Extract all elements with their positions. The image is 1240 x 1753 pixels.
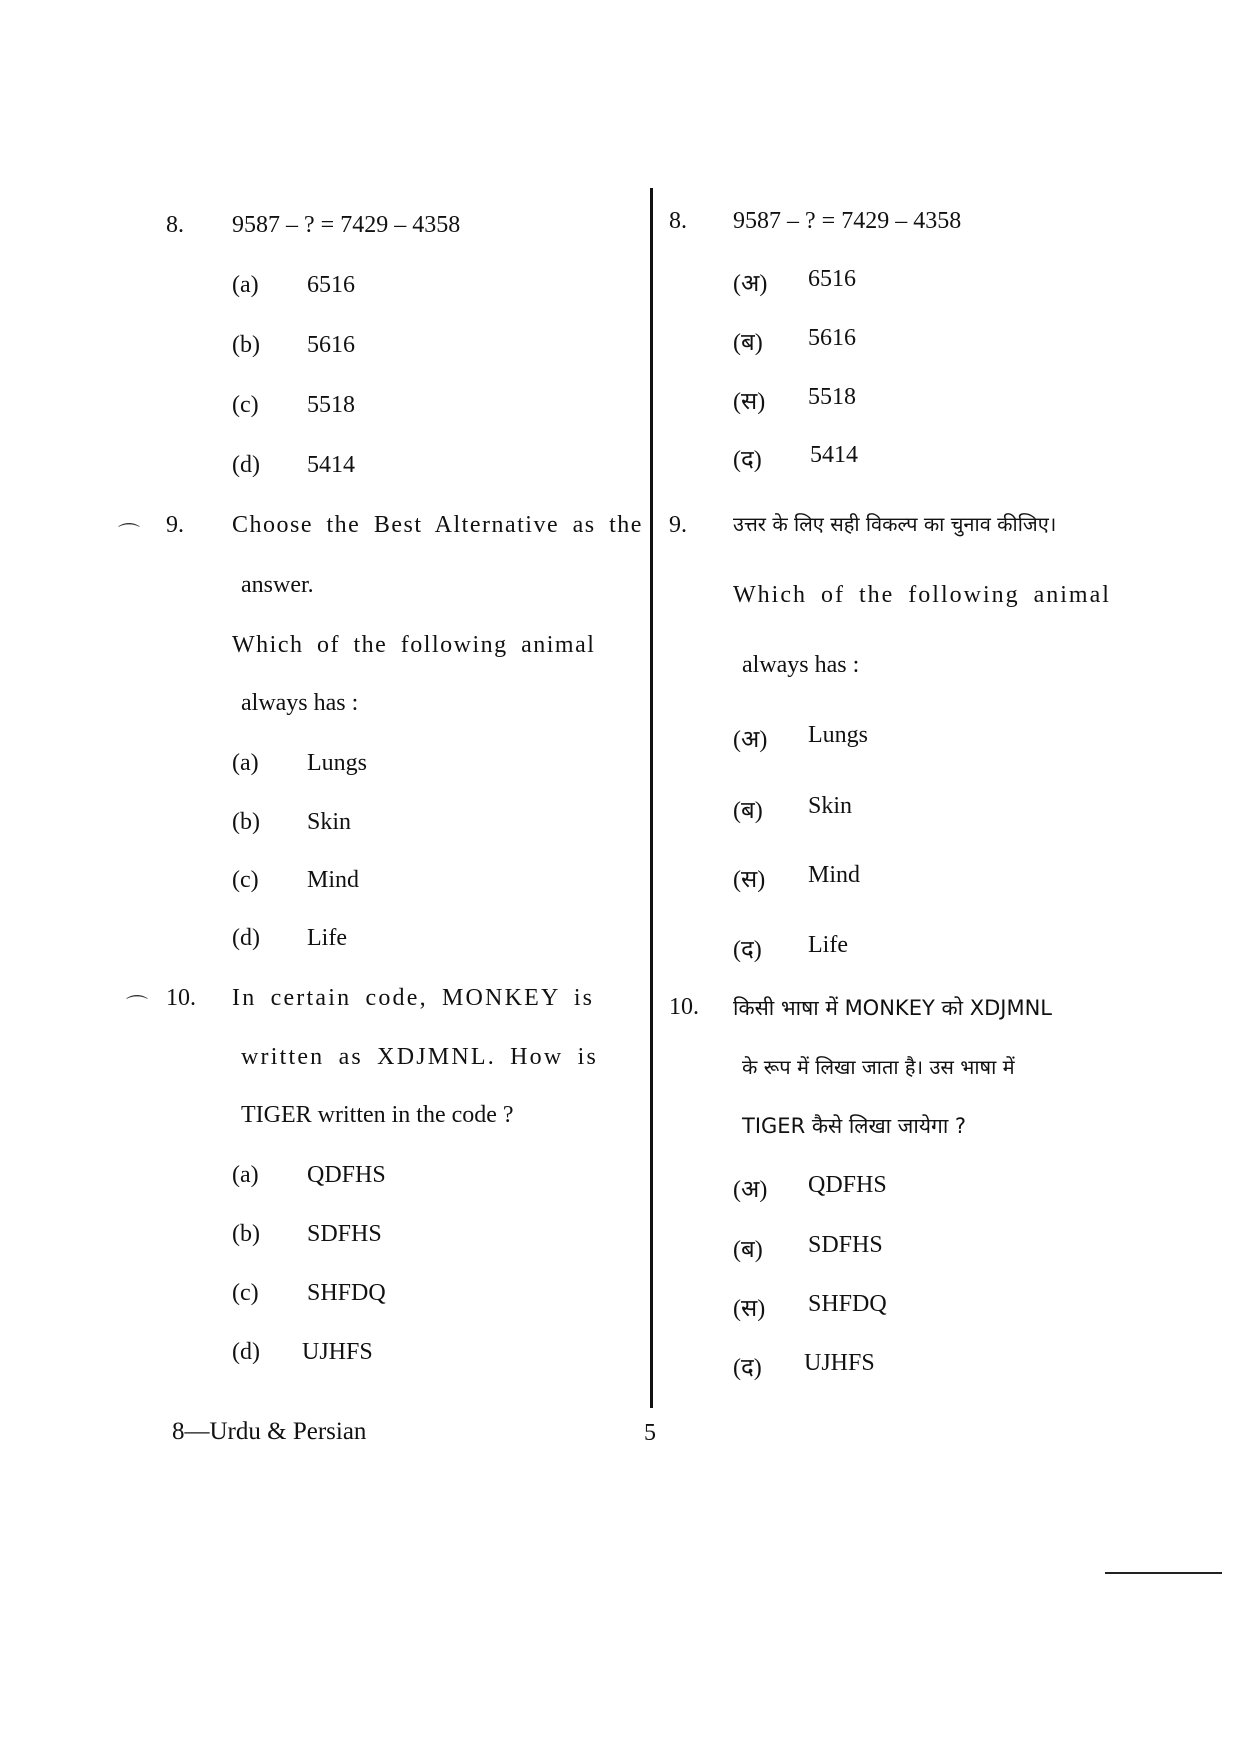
corner-rule xyxy=(1105,1572,1222,1574)
option-text: UJHFS xyxy=(302,1339,373,1365)
option-text: QDFHS xyxy=(808,1172,887,1198)
option-text: Skin xyxy=(808,793,853,819)
option-text: 5414 xyxy=(307,452,355,478)
question-text: 9587 – ? = 7429 – 4358 xyxy=(733,208,962,234)
option-text: Life xyxy=(307,925,347,951)
option-label: (c) xyxy=(232,867,259,893)
option-text: 6516 xyxy=(808,266,856,292)
question-text: उत्तर के लिए सही विकल्प का चुनाव कीजिए। xyxy=(733,512,1057,536)
option-label: (स) xyxy=(733,867,766,893)
option-text: UJHFS xyxy=(804,1350,875,1376)
option-text: QDFHS xyxy=(307,1162,386,1188)
option-label: (द) xyxy=(733,1355,762,1381)
option-label: (b) xyxy=(232,1221,260,1247)
option-text: SDFHS xyxy=(808,1232,883,1258)
question-text: written as XDJMNL. How is xyxy=(241,1044,598,1070)
option-text: Mind xyxy=(808,862,861,888)
question-number: 10. xyxy=(669,994,699,1020)
question-text: Choose the Best Alternative as the xyxy=(232,512,643,538)
question-text: In certain code, MONKEY is xyxy=(232,985,595,1011)
question-number: 10. xyxy=(166,985,196,1011)
question-text: always has : xyxy=(241,690,359,716)
option-label: (अ) xyxy=(733,727,768,753)
option-text: SHFDQ xyxy=(808,1291,887,1317)
question-text: TIGER कैसे लिखा जायेगा ? xyxy=(742,1114,967,1138)
option-text: 5518 xyxy=(808,384,856,410)
option-text: 6516 xyxy=(307,272,355,298)
question-text: के रूप में लिखा जाता है। उस भाषा में xyxy=(742,1055,1015,1079)
option-label: (a) xyxy=(232,272,259,298)
question-text: Which of the following animal xyxy=(733,582,1111,608)
question-number: 9. xyxy=(166,512,184,538)
option-text: Lungs xyxy=(808,722,868,748)
question-number: 8. xyxy=(669,208,687,234)
question-number: 9. xyxy=(669,512,687,538)
option-label: (c) xyxy=(232,1280,259,1306)
option-label: (ब) xyxy=(733,798,763,824)
column-divider xyxy=(650,188,653,1408)
footer-subject: 8—Urdu & Persian xyxy=(172,1418,367,1445)
option-text: 5414 xyxy=(810,442,858,468)
option-label: (b) xyxy=(232,332,260,358)
question-number: 8. xyxy=(166,212,184,238)
option-label: (स) xyxy=(733,389,766,415)
option-label: (d) xyxy=(232,1339,260,1365)
question-text: TIGER written in the code ? xyxy=(241,1102,514,1128)
option-label: (a) xyxy=(232,1162,259,1188)
tick-mark: ⌒ xyxy=(126,995,149,1020)
option-text: Skin xyxy=(307,809,352,835)
tick-mark: ⌒ xyxy=(118,523,141,548)
page-number: 5 xyxy=(644,1420,656,1446)
option-label: (द) xyxy=(733,447,762,473)
option-text: 5518 xyxy=(307,392,355,418)
question-text: 9587 – ? = 7429 – 4358 xyxy=(232,212,461,238)
option-label: (c) xyxy=(232,392,259,418)
option-label: (अ) xyxy=(733,1177,768,1203)
option-text: 5616 xyxy=(307,332,355,358)
option-label: (a) xyxy=(232,750,259,776)
option-label: (ब) xyxy=(733,1237,763,1263)
question-text: किसी भाषा में MONKEY को XDJMNL xyxy=(733,996,1052,1020)
option-text: SHFDQ xyxy=(307,1280,386,1306)
option-label: (स) xyxy=(733,1296,766,1322)
option-label: (b) xyxy=(232,809,260,835)
option-label: (द) xyxy=(733,937,762,963)
option-text: Lungs xyxy=(307,750,367,776)
option-text: 5616 xyxy=(808,325,856,351)
option-label: (ब) xyxy=(733,330,763,356)
option-text: Life xyxy=(808,932,848,958)
option-text: SDFHS xyxy=(307,1221,382,1247)
question-text: answer. xyxy=(241,572,314,598)
question-text: Which of the following animal xyxy=(232,632,596,658)
option-text: Mind xyxy=(307,867,360,893)
question-text: always has : xyxy=(742,652,860,678)
option-label: (अ) xyxy=(733,271,768,297)
option-label: (d) xyxy=(232,925,260,951)
option-label: (d) xyxy=(232,452,260,478)
